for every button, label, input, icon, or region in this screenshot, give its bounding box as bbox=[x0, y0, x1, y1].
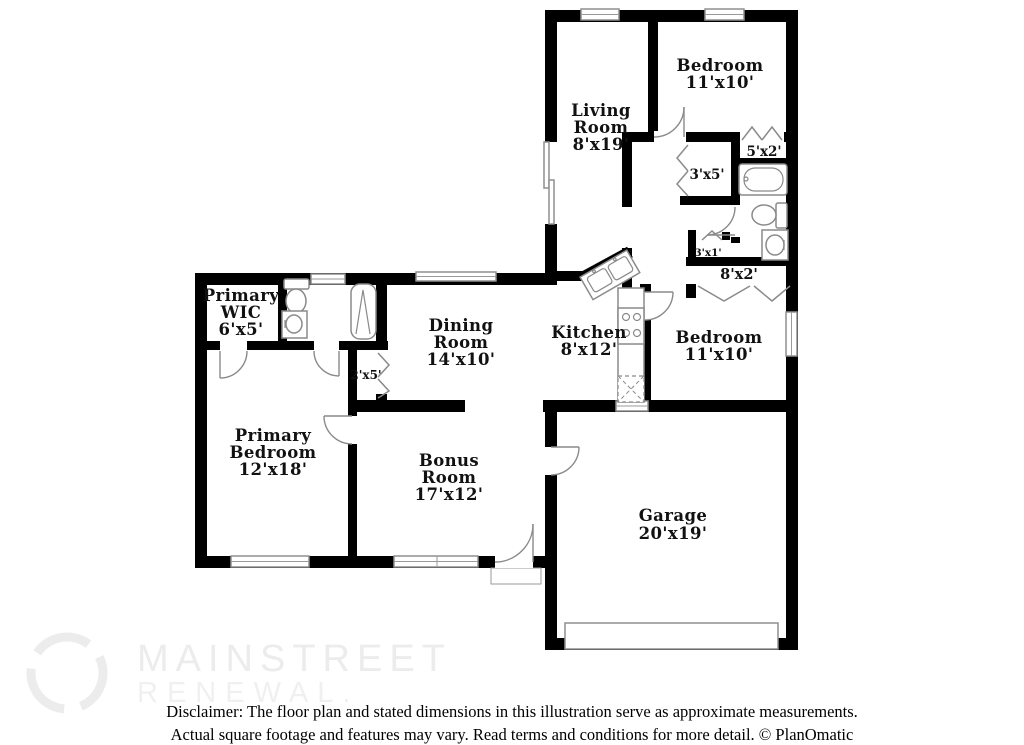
room-label-primary-wic bbox=[203, 286, 280, 339]
room-name: Primary bbox=[202, 286, 280, 305]
wall bbox=[376, 273, 387, 347]
room-dims: 8'x19' bbox=[572, 135, 630, 154]
room-label-dining bbox=[427, 316, 496, 369]
disclaimer-line1: Disclaimer: The floor plan and stated dimensions in this illustration serve as approximate measurements. bbox=[166, 702, 858, 721]
door-primary-bathroom bbox=[314, 341, 339, 376]
bifold-door-icon bbox=[677, 145, 688, 196]
room-name: Garage bbox=[638, 506, 708, 525]
window bbox=[231, 556, 309, 567]
room-name: Primary bbox=[234, 426, 312, 445]
room-label-garage bbox=[639, 506, 708, 543]
bifold-door-icon bbox=[698, 286, 790, 301]
room-label-kitchen bbox=[551, 323, 627, 359]
door-garage bbox=[545, 447, 579, 475]
door-primary-wic bbox=[220, 341, 247, 378]
room-label-bedroom-top bbox=[677, 56, 764, 92]
window bbox=[705, 9, 744, 20]
disclaimer-line2: Actual square footage and features may vary. Read terms and conditions for more detail. © PlanOmatic bbox=[170, 725, 854, 744]
wall bbox=[545, 400, 557, 447]
front-stoop bbox=[491, 568, 541, 584]
room-name: Room bbox=[433, 333, 489, 352]
window bbox=[581, 9, 619, 20]
sliding-glass-door bbox=[544, 142, 557, 224]
brand-name-line1: MAINSTREET bbox=[137, 638, 452, 680]
wall bbox=[648, 22, 658, 134]
room-dims: 17'x12' bbox=[414, 485, 484, 504]
door-primary-bedroom bbox=[324, 416, 357, 444]
wall bbox=[686, 284, 696, 298]
room-name: Bedroom bbox=[229, 443, 317, 462]
window bbox=[311, 274, 345, 284]
brand-name-line2: RENEWAL. bbox=[137, 677, 360, 709]
bifold-door-icon bbox=[740, 127, 784, 143]
room-label-bedroom-right bbox=[676, 328, 763, 364]
dishwasher-icon bbox=[618, 376, 644, 402]
window bbox=[394, 556, 478, 567]
shower-icon bbox=[351, 284, 376, 339]
wall bbox=[348, 400, 465, 412]
room-name: WIC bbox=[220, 303, 262, 322]
room-dims: 11'x10' bbox=[684, 345, 754, 364]
wall bbox=[195, 341, 220, 350]
wall bbox=[195, 273, 207, 568]
room-name: Bedroom bbox=[676, 56, 764, 75]
window bbox=[416, 272, 496, 281]
room-name: Living bbox=[571, 101, 631, 120]
room-dims: 11'x10' bbox=[685, 73, 755, 92]
toilet-icon bbox=[284, 279, 309, 313]
room-dims: 6'x5' bbox=[218, 320, 264, 339]
wall bbox=[348, 444, 357, 568]
wall bbox=[247, 341, 314, 350]
room-label-living bbox=[571, 101, 631, 154]
toilet-icon bbox=[752, 203, 787, 228]
room-label-bonus bbox=[415, 451, 484, 504]
disclaimer bbox=[0, 700, 1024, 745]
bathtub-icon bbox=[739, 164, 787, 195]
sink-icon bbox=[762, 230, 788, 260]
wall bbox=[545, 475, 557, 650]
closet-label-2x5: 2'x5' bbox=[350, 368, 382, 382]
room-label-primary-bedroom bbox=[230, 426, 317, 479]
room-name: Dining bbox=[428, 316, 494, 335]
garage-door bbox=[565, 623, 778, 649]
wall bbox=[680, 196, 740, 205]
wall bbox=[543, 400, 798, 412]
sink-icon bbox=[282, 311, 307, 338]
room-name: Bedroom bbox=[675, 328, 763, 347]
room-dims: 14'x10' bbox=[426, 350, 496, 369]
wall bbox=[722, 232, 730, 240]
closet-label-8x2: 8'x2' bbox=[720, 266, 758, 283]
room-dims: 12'x18' bbox=[238, 460, 308, 479]
room-name: Room bbox=[573, 118, 629, 137]
room-name: Room bbox=[421, 468, 477, 487]
room-dims: 20'x19' bbox=[638, 524, 708, 543]
door-front-entry bbox=[495, 524, 533, 568]
room-name: Kitchen bbox=[551, 323, 627, 342]
closet-label-3x1: 3'x1' bbox=[694, 247, 722, 259]
room-dims: 8'x12' bbox=[560, 340, 618, 359]
window bbox=[786, 312, 797, 356]
room-name: Bonus bbox=[418, 451, 480, 470]
closet-label-5x2: 5'x2' bbox=[746, 144, 782, 160]
door-bedroom-right bbox=[640, 292, 673, 320]
door-bedroom-top bbox=[654, 107, 686, 143]
closet-label-3x5: 3'x5' bbox=[689, 167, 725, 183]
